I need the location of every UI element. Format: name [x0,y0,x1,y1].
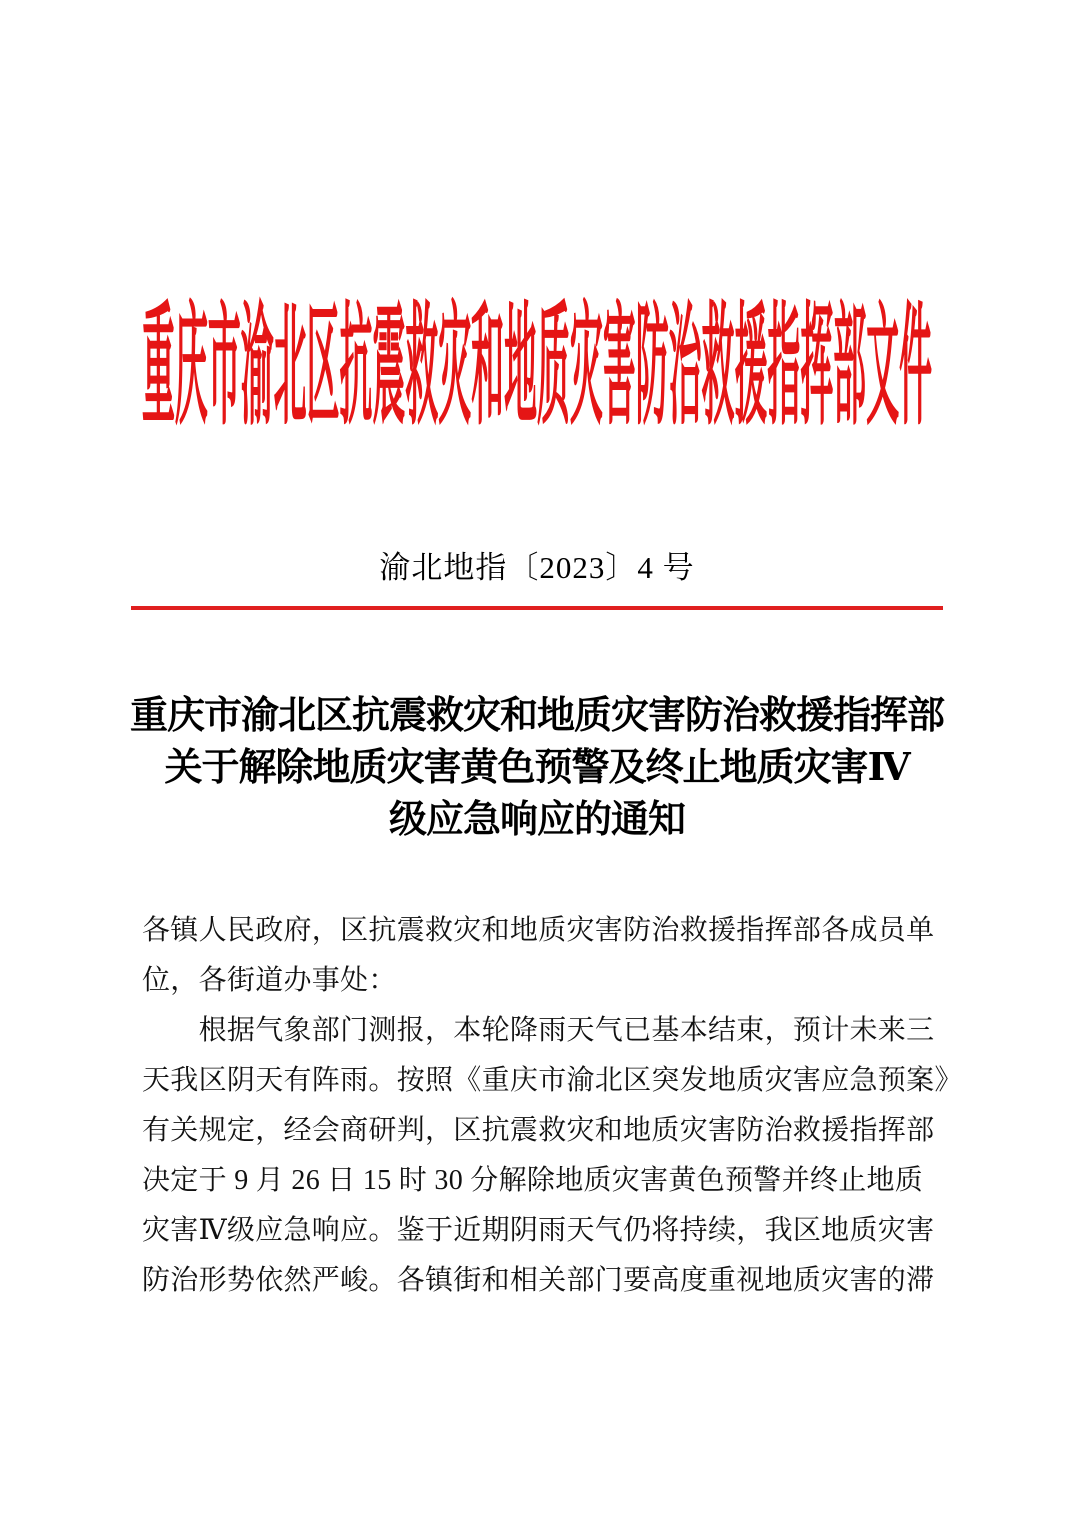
doc-number: 渝北地指〔2023〕4 号 [379,550,695,585]
document-title-line: 重庆市渝北区抗震救灾和地质灾害防治救援指挥部 [129,695,944,737]
salutation-line: 位，各街道办事处： [142,965,397,996]
red-divider-line [131,606,943,610]
body-line: 防治形势依然严峻。各镇街和相关部门要高度重视地质灾害的滞 [142,1265,935,1296]
body-line: 灾害Ⅳ级应急响应。鉴于近期阴雨天气仍将持续，我区地质灾害 [142,1215,935,1246]
document-body [142,906,963,1306]
document-title-line: 关于解除地质灾害黄色预警及终止地质灾害Ⅳ [164,747,910,789]
body-line: 天我区阴天有阵雨。按照《重庆市渝北区突发地质灾害应急预案》 [142,1065,963,1096]
document-title [127,690,947,846]
body-line: 决定于 9 月 26 日 15 时 30 分解除地质灾害黄色预警并终止地质 [142,1165,924,1196]
salutation [142,906,952,1006]
body-paragraph [142,1006,963,1306]
document-title-line: 级应急响应的通知 [388,799,685,841]
body-line: 有关规定，经会商研判，区抗震救灾和地质灾害防治救援指挥部 [142,1115,935,1146]
body-line: 根据气象部门测报，本轮降雨天气已基本结束，预计未来三 [142,1015,935,1046]
salutation-line: 各镇人民政府，区抗震救灾和地质灾害防治救援指挥部各成员单 [142,915,935,946]
org-header-title: 重庆市渝北区抗震救灾和地质灾害防治救援指挥部文件 [142,293,932,441]
org-header [0,293,1074,441]
